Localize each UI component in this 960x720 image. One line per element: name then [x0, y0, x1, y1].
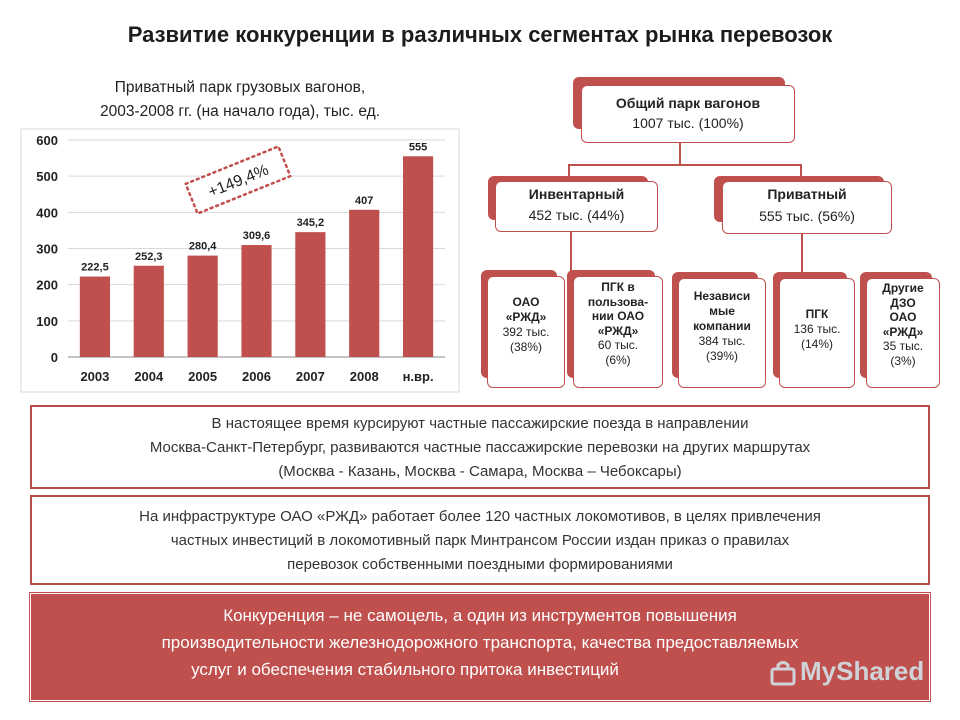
- org-box-independent-line3: компании: [693, 319, 751, 333]
- bar-value-label: 280,4: [188, 240, 217, 253]
- info-box-locomotives-line3: перевозок собственными поездными формированиями: [287, 556, 673, 573]
- conclusion-line1: Конкуренция – не самоцель, а один из инструментов повышения: [223, 606, 737, 625]
- conclusion-line3: услуг и обеспечения стабильного притока инвестиций: [191, 660, 619, 679]
- org-box-private-title: Приватный: [767, 186, 847, 202]
- org-box-private-value: 555 тыс. (56%): [759, 208, 855, 224]
- bar-value-label: 407: [355, 194, 374, 207]
- bar: [349, 210, 379, 357]
- conclusion-line2: производительности железнодорожного транспорта, качества предоставляемых: [161, 633, 799, 652]
- watermark-text: MyShared: [800, 656, 925, 686]
- org-box-inventory: [488, 176, 658, 232]
- bar: [80, 277, 110, 357]
- org-box-pgk-use-line1: ПГК в: [601, 280, 635, 294]
- org-box-other-line2: ДЗО: [890, 295, 916, 310]
- bar-value-label: 309,6: [242, 230, 271, 243]
- org-box-independent-value1: 384 тыс.: [698, 334, 746, 348]
- org-box-rzd-value2: (38%): [509, 340, 542, 354]
- org-box-pgk-use-line2: пользова-: [587, 294, 649, 309]
- info-box-locomotives: [30, 495, 930, 585]
- org-box-independent-value2: (39%): [705, 349, 738, 363]
- y-tick-label: 0: [50, 350, 58, 365]
- info-box-passenger-line2: Москва-Санкт-Петербург, развиваются частные пассажирские перевозки на других маршрутах: [149, 439, 811, 456]
- x-tick-label: 2005: [188, 369, 218, 384]
- org-box-pgk-value1: 136 тыс.: [793, 322, 841, 336]
- x-tick-label: 2004: [134, 369, 164, 384]
- bar-value-label: 252,3: [135, 250, 163, 263]
- bar-value-label: 222,5: [81, 261, 109, 274]
- growth-annotation-label: +149,4%: [205, 161, 272, 202]
- y-tick-label: 600: [36, 133, 58, 148]
- y-tick-label: 500: [36, 169, 58, 185]
- org-box-other-line1: Другие: [882, 281, 924, 295]
- x-tick-label: 2007: [295, 369, 325, 384]
- bar-value-label: 555: [408, 141, 428, 154]
- org-box-pgk-use: [567, 270, 663, 388]
- x-tick-label: 2003: [80, 369, 110, 384]
- y-tick-label: 400: [36, 205, 58, 221]
- info-box-locomotives-line2: частных инвестиций в локомотивный парк Минтрансом России издан приказ о правилах: [170, 532, 790, 549]
- org-box-total-value: 1007 тыс. (100%): [632, 115, 744, 131]
- x-tick-label: 2008: [349, 369, 379, 384]
- org-box-other-value2: (3%): [890, 353, 916, 368]
- bar: [188, 256, 218, 357]
- org-box-independent: [672, 272, 766, 388]
- y-tick-label: 200: [36, 277, 58, 293]
- chart-title-line2: 2003-2008 гг. (на начало года), тыс. ед.: [99, 103, 381, 120]
- org-box-rzd-line1: ОАО: [512, 295, 540, 309]
- info-box-locomotives-line1: На инфраструктуре ОАО «РЖД» работает более 120 частных локомотивов, в целях привлечения: [139, 508, 821, 525]
- org-box-inventory-value: 452 тыс. (44%): [528, 207, 625, 223]
- org-box-other: [860, 272, 940, 388]
- org-box-rzd-value1: 392 тыс.: [502, 325, 550, 339]
- bar: [134, 266, 164, 357]
- connector-root-down: [679, 143, 681, 165]
- x-tick-label: 2006: [242, 369, 271, 384]
- org-box-inventory-title: Инвентарный: [528, 186, 625, 202]
- org-box-total-title: Общий парк вагонов: [615, 95, 761, 111]
- info-box-passenger: [30, 405, 930, 489]
- connector-level1-horizontal: [568, 164, 802, 166]
- org-box-rzd: [481, 270, 565, 388]
- org-box-independent-line1: Независи: [693, 289, 751, 303]
- y-tick-label: 100: [36, 313, 58, 329]
- bar-chart: [20, 128, 460, 393]
- org-box-other-value1: 35 тыс.: [882, 339, 924, 353]
- org-box-pgk-use-value1: 60 тыс.: [597, 338, 639, 352]
- org-box-private: [714, 176, 892, 234]
- org-box-independent-line2: мые: [709, 304, 735, 318]
- org-box-pgk-use-line3: нии ОАО: [591, 309, 645, 323]
- x-tick-label: н.вр.: [402, 369, 434, 384]
- org-box-other-line3: ОАО: [889, 310, 917, 324]
- org-box-pgk: [773, 272, 855, 388]
- bar: [241, 245, 271, 357]
- bar: [295, 232, 325, 357]
- org-box-pgk-value2: (14%): [800, 337, 833, 351]
- chart-title-line1: Приватный парк грузовых вагонов,: [114, 79, 366, 96]
- watermark-logo-icon: [770, 660, 796, 686]
- connector-private-down: [801, 234, 803, 274]
- y-tick-label: 300: [36, 241, 58, 257]
- chart-title: [20, 76, 460, 124]
- org-box-pgk-use-value2: (6%): [605, 352, 631, 367]
- info-box-passenger-line3: (Москва - Казань, Москва - Самара, Москва – Чебоксары): [278, 463, 682, 480]
- info-box-passenger-line1: В настоящее время курсируют частные пассажирские поезда в направлении: [211, 415, 749, 432]
- bar-value-label: 345,2: [296, 217, 325, 230]
- org-box-pgk-line1: ПГК: [805, 307, 829, 321]
- bar: [403, 156, 433, 357]
- org-box-rzd-line2: «РЖД»: [505, 310, 547, 324]
- org-box-pgk-use-line4: «РЖД»: [597, 323, 639, 338]
- connector-inventory-down: [570, 231, 572, 271]
- org-box-total: [573, 77, 795, 143]
- org-box-other-line4: «РЖД»: [882, 324, 924, 339]
- page-title: Развитие конкуренции в различных сегментах рынка перевозок: [127, 22, 833, 47]
